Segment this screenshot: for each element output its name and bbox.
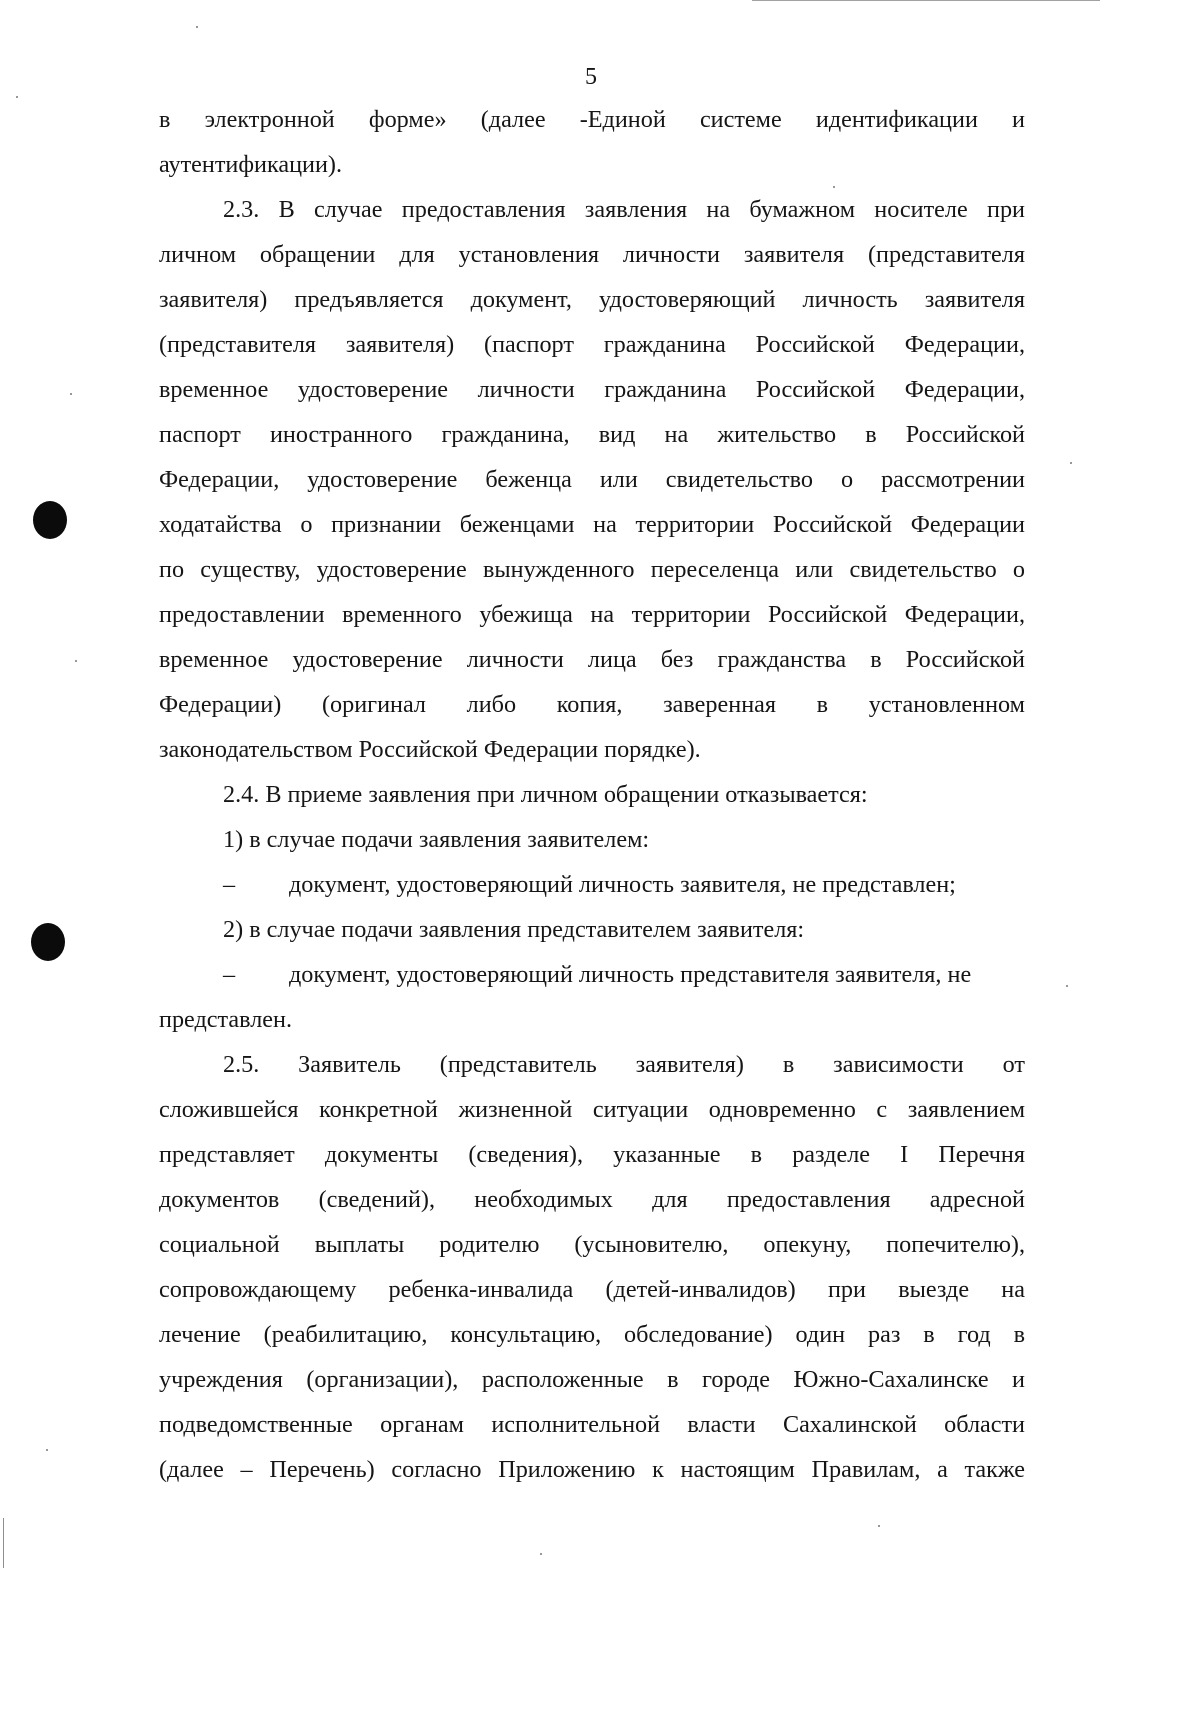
text-line: подведомственные органам исполнительной власти Сахалинской области (159, 1411, 1025, 1438)
page-number: 5 (585, 64, 597, 90)
scan-speck (1066, 985, 1068, 987)
text-line: по существу, удостоверение вынужденного переселенца или свидетельство о (159, 556, 1025, 583)
text-line: представлен. (159, 1006, 292, 1033)
text-line: социальной выплаты родителю (усыновителю, опекуну, попечителю), (159, 1231, 1025, 1258)
text-line: предоставлении временного убежища на территории Российской Федерации, (159, 601, 1025, 628)
text-line: (представителя заявителя) (паспорт гражданина Российской Федерации, (159, 331, 1025, 358)
scan-speck (1070, 462, 1072, 464)
text-line: Федерации, удостоверение беженца или свидетельство о рассмотрении (159, 466, 1025, 493)
text-line: 1) в случае подачи заявления заявителем: (223, 826, 650, 853)
text-line: учреждения (организации), расположенные в городе Южно-Сахалинске и (159, 1366, 1025, 1393)
list-dash: – (223, 961, 236, 988)
text-line: (далее – Перечень) согласно Приложению к настоящим Правилам, а также (159, 1456, 1025, 1483)
scan-speck (75, 660, 77, 662)
text-line (159, 862, 1025, 907)
text-line: документов (сведений), необходимых для предоставления адресной (159, 1186, 1025, 1213)
punch-hole-mark (33, 501, 67, 539)
document-body (159, 97, 1025, 1492)
text-line: временное удостоверение личности лица без гражданства в Российской (159, 646, 1025, 673)
text-line: 2.4. В приеме заявления при личном обращении отказывается: (223, 781, 868, 808)
text-line: лечение (реабилитацию, консультацию, обследование) один раз в год в (159, 1321, 1025, 1348)
text-line: Федерации) (оригинал либо копия, заверенная в установленном (159, 691, 1025, 718)
text-line: временное удостоверение личности гражданина Российской Федерации, (159, 376, 1025, 403)
text-line: заявителя) предъявляется документ, удостоверяющий личность заявителя (159, 286, 1025, 313)
list-dash: – (223, 871, 236, 898)
scan-speck (46, 1449, 48, 1451)
text-line: 2.3. В случае предоставления заявления на бумажном носителе при (223, 196, 1025, 223)
text-line: сопровождающему ребенка-инвалида (детей-инвалидов) при выезде на (159, 1276, 1025, 1303)
scan-speck (70, 393, 72, 395)
text-line: ходатайства о признании беженцами на территории Российской Федерации (159, 511, 1025, 538)
scan-edge-line (3, 1518, 4, 1568)
text-line: в электронной форме» (далее -Единой системе идентификации и (159, 106, 1025, 133)
scan-speck (878, 1525, 880, 1527)
scan-speck (16, 96, 18, 98)
text-line: аутентификации). (159, 151, 343, 178)
scan-edge-line (752, 0, 1100, 1)
punch-hole-mark (31, 923, 65, 961)
text-line: представляет документы (сведения), указанные в разделе I Перечня (159, 1141, 1025, 1168)
line-text: документ, удостоверяющий личность представителя заявителя, не (289, 961, 972, 988)
scan-speck (540, 1553, 542, 1555)
text-line: личном обращении для установления личности заявителя (представителя (159, 241, 1025, 268)
line-text: документ, удостоверяющий личность заявителя, не представлен; (289, 871, 956, 898)
text-line: законодательством Российской Федерации порядке). (159, 736, 701, 763)
text-line: 2.5. Заявитель (представитель заявителя) в зависимости от (223, 1051, 1025, 1078)
text-line: сложившейся конкретной жизненной ситуации одновременно с заявлением (159, 1096, 1025, 1123)
text-line: 2) в случае подачи заявления представителем заявителя: (223, 916, 805, 943)
scan-speck (196, 26, 198, 28)
text-line: паспорт иностранного гражданина, вид на жительство в Российской (159, 421, 1025, 448)
text-line (159, 952, 1025, 997)
